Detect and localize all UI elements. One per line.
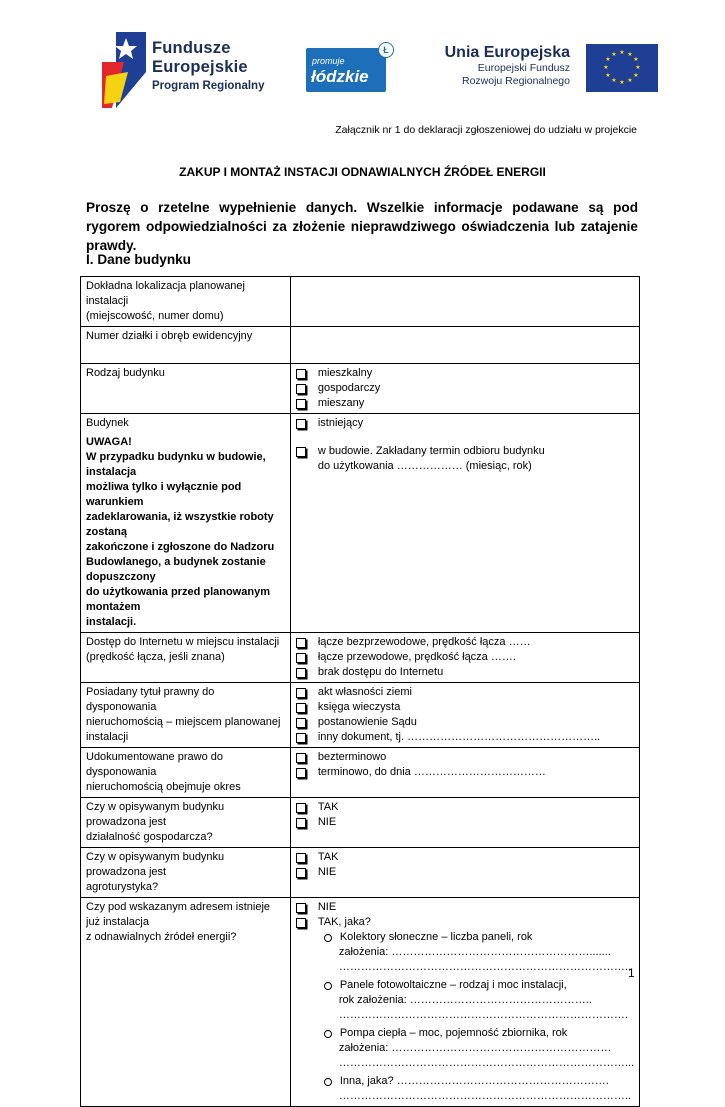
- answer-building-status: [290, 414, 639, 633]
- warning-title: UWAGA!: [86, 436, 132, 448]
- option-label: brak dostępu do Internetu: [317, 666, 444, 678]
- ue-sub1: Europejski Fundusz: [477, 62, 570, 74]
- sub-option-solar-collectors[interactable]: [296, 930, 634, 945]
- sub-option-label: Panele fotowoltaiczne – rodzaj i moc instalacji,: [339, 979, 567, 991]
- option-istniejacy[interactable]: [296, 416, 634, 431]
- option-wired[interactable]: [296, 650, 634, 665]
- fe-text: [152, 40, 264, 93]
- warning-line: możliwa tylko i wyłącznie pod warunkiem: [86, 481, 242, 508]
- unia-europejska-text: [442, 44, 570, 88]
- checkbox-icon[interactable]: [296, 638, 306, 648]
- question-text: Czy w opisywanym budynku prowadzona jest: [86, 851, 225, 878]
- svg-text:★: ★: [619, 49, 625, 56]
- option-label: NIE: [317, 901, 337, 913]
- question-text: Posiadany tytuł prawny do dysponowania: [86, 686, 215, 713]
- question-text: Czy w opisywanym budynku prowadzona jest: [86, 801, 225, 828]
- option-label: terminowo, do dnia ………………………………: [317, 766, 546, 778]
- fundusze-europejskie-logo: [102, 32, 282, 108]
- svg-text:★: ★: [627, 51, 633, 58]
- question-location: [81, 277, 291, 327]
- question-text: Dostęp do Internetu w miejscu instalacji: [86, 636, 280, 648]
- checkbox-icon[interactable]: [296, 688, 306, 698]
- option-label: akt własności ziemi: [317, 686, 412, 698]
- row-business: [81, 798, 640, 848]
- row-location: [81, 277, 640, 327]
- question-text: Numer działki i obręb ewidencyjny: [86, 330, 253, 342]
- question-agrotourism: [81, 848, 291, 898]
- option-label: łącze przewodowe, prędkość łącza …….: [317, 651, 516, 663]
- instruction-text: Proszę o rzetelne wypełnienie danych. Wszelkie informacje podawane są pod rygorem odpowiedzialności za złożenie nieprawdziwego oświadczenia lub zatajenie prawdy.: [86, 200, 638, 253]
- row-building-status: [81, 414, 640, 633]
- svg-text:★: ★: [627, 77, 633, 84]
- option-mieszkalny[interactable]: [296, 366, 634, 381]
- question-existing-installation: [81, 898, 291, 1107]
- row-existing-installation: [81, 898, 640, 1107]
- checkbox-icon[interactable]: [296, 703, 306, 713]
- option-akt-wlasnosci[interactable]: [296, 685, 634, 700]
- option-postanowienie-sadu[interactable]: [296, 715, 634, 730]
- warning-line: zakończone i zgłoszone do Nadzoru: [86, 541, 275, 553]
- page-number: 1: [628, 966, 635, 980]
- svg-text:★: ★: [605, 56, 611, 63]
- option-label: gospodarczy: [317, 382, 381, 394]
- circle-bullet-icon[interactable]: [324, 1078, 332, 1086]
- answer-building-type: [290, 364, 639, 414]
- eu-flag-icon: [586, 44, 658, 92]
- option-label: łącze bezprzewodowe, prędkość łącza ……: [317, 636, 531, 648]
- option-label: NIE: [317, 866, 337, 878]
- svg-text:★: ★: [611, 77, 617, 84]
- option-label: [318, 444, 545, 474]
- option-no-internet[interactable]: [296, 665, 634, 680]
- fe-flag-icon: [102, 32, 146, 108]
- row-building-type: [81, 364, 640, 414]
- answer-legal-title: [290, 683, 639, 748]
- question-business: [81, 798, 291, 848]
- answer-business: [290, 798, 639, 848]
- checkbox-icon[interactable]: [296, 733, 306, 743]
- checkbox-icon[interactable]: [296, 668, 306, 678]
- circle-bullet-icon[interactable]: [324, 982, 332, 990]
- sub-option-other[interactable]: [296, 1074, 634, 1089]
- option-gospodarczy[interactable]: [296, 381, 634, 396]
- lodz-box: [306, 48, 386, 92]
- sub-option-line: ……………………………………………………………………..: [338, 1090, 631, 1102]
- checkbox-icon[interactable]: [296, 718, 306, 728]
- checkbox-icon[interactable]: [296, 768, 306, 778]
- checkbox-icon[interactable]: [296, 419, 306, 429]
- question-text: Udokumentowane prawo do dysponowania: [86, 751, 223, 778]
- checkbox-icon[interactable]: [296, 853, 306, 863]
- checkbox-icon[interactable]: [296, 803, 306, 813]
- answer-agrotourism: [290, 848, 639, 898]
- question-text: Rodzaj budynku: [86, 367, 165, 379]
- section-heading: I. Dane budynku: [86, 252, 191, 267]
- checkbox-icon[interactable]: [296, 903, 306, 913]
- option-label: istniejący: [317, 417, 364, 429]
- question-period: [81, 748, 291, 798]
- row-legal-title: [81, 683, 640, 748]
- svg-text:★: ★: [635, 64, 641, 71]
- svg-text:★: ★: [633, 56, 639, 63]
- question-text: (miejscowość, numer domu): [86, 310, 224, 322]
- sub-option-heat-pump[interactable]: [296, 1026, 634, 1041]
- checkbox-icon[interactable]: [296, 384, 306, 394]
- sub-option-line: rok założenia: …………………………………………..: [338, 994, 592, 1006]
- question-plot: [81, 327, 291, 364]
- answer-internet: [290, 633, 639, 683]
- checkbox-icon[interactable]: [296, 399, 306, 409]
- sub-option-label: Pompa ciepła – moc, pojemność zbiornika, rok: [339, 1027, 568, 1039]
- question-text: (prędkość łącza, jeśli znana): [86, 651, 225, 663]
- question-legal-title: [81, 683, 291, 748]
- option-label: mieszkalny: [317, 367, 373, 379]
- sub-option-label: Kolektory słoneczne – liczba paneli, rok: [339, 931, 533, 943]
- fe-line2: Europejskie: [152, 57, 248, 76]
- sub-option-line: ……………………………………………………………………...: [338, 1057, 634, 1069]
- question-text: Czy pod wskazanym adresem istnieje już instalacja: [86, 901, 271, 928]
- option-mieszany[interactable]: [296, 396, 634, 411]
- question-building-type: [81, 364, 291, 414]
- checkbox-icon[interactable]: [296, 653, 306, 663]
- checkbox-icon[interactable]: [296, 818, 306, 828]
- svg-text:★: ★: [605, 72, 611, 79]
- promuje-lodzkie-logo: [306, 42, 396, 94]
- option-agro-tak[interactable]: [296, 850, 634, 865]
- svg-text:★: ★: [611, 51, 617, 58]
- circle-bullet-icon[interactable]: [324, 934, 332, 942]
- fe-line3: Program Regionalny: [152, 80, 265, 92]
- option-inny-dokument[interactable]: [296, 730, 634, 745]
- row-agrotourism: [81, 848, 640, 898]
- question-building-status: [81, 414, 291, 633]
- sub-option-line: założenia: ……………………………………………………: [338, 1042, 612, 1054]
- lodz-small: promuje: [312, 56, 345, 66]
- option-label: NIE: [317, 816, 337, 828]
- option-label: TAK, jaka?: [317, 916, 371, 928]
- question-text: agroturystyka?: [86, 881, 159, 893]
- option-label: postanowienie Sądu: [317, 716, 417, 728]
- checkbox-icon[interactable]: [296, 447, 306, 457]
- row-internet: [81, 633, 640, 683]
- option-label-line: do użytkowania ……………… (miesiąc, rok): [317, 460, 532, 472]
- option-w-budowie[interactable]: [296, 444, 634, 474]
- row-plot: [81, 327, 640, 364]
- question-text: z odnawialnych źródeł energii?: [86, 931, 237, 943]
- option-label-line: w budowie. Zakładany termin odbioru budynku: [317, 445, 545, 457]
- warning-line: Budowlanego, a budynek zostanie dopuszczony: [86, 556, 266, 583]
- warning-line: W przypadku budynku w budowie, instalacja: [86, 451, 266, 478]
- question-text: Budynek: [86, 417, 129, 429]
- logo-bar: [98, 22, 674, 114]
- attachment-note: Załącznik nr 1 do deklaracji zgłoszeniowej do udziału w projekcie: [335, 124, 637, 136]
- answer-existing-installation: [290, 898, 639, 1107]
- option-wireless[interactable]: [296, 635, 634, 650]
- document-title: ZAKUP I MONTAŻ INSTACJI ODNAWIALNYCH ŹRÓDEŁ ENERGII: [179, 165, 546, 179]
- option-business-tak[interactable]: [296, 800, 634, 815]
- circle-bullet-icon[interactable]: [324, 1030, 332, 1038]
- ue-sub2: Rozwoju Regionalnego: [462, 75, 570, 87]
- question-text: nieruchomością obejmuje okres: [86, 781, 241, 793]
- building-data-table: [80, 276, 640, 1107]
- option-terminowo[interactable]: [296, 765, 634, 780]
- answer-plot-field[interactable]: [290, 327, 639, 364]
- svg-text:★: ★: [633, 72, 639, 79]
- answer-period: [290, 748, 639, 798]
- option-label: bezterminowo: [317, 751, 387, 763]
- svg-text:★: ★: [619, 79, 625, 86]
- answer-location-field[interactable]: [290, 277, 639, 327]
- option-label: księga wieczysta: [317, 701, 401, 713]
- question-text: Dokładna lokalizacja planowanej instalacji: [86, 280, 245, 307]
- sub-option-line: założenia: ……………………………………………….......: [338, 946, 611, 958]
- checkbox-icon[interactable]: [296, 868, 306, 878]
- option-existing-tak[interactable]: [296, 915, 634, 930]
- checkbox-icon[interactable]: [296, 918, 306, 928]
- option-existing-nie[interactable]: [296, 900, 634, 915]
- question-internet: [81, 633, 291, 683]
- sub-option-line: …………………………………………………………………….: [338, 1009, 628, 1021]
- ue-title: Unia Europejska: [444, 44, 570, 61]
- warning-line: instalacji.: [86, 616, 137, 628]
- option-bezterminowo[interactable]: [296, 750, 634, 765]
- checkbox-icon[interactable]: [296, 369, 306, 379]
- warning-line: do użytkowania przed planowanym montażem: [86, 586, 270, 613]
- option-agro-nie[interactable]: [296, 865, 634, 880]
- warning-line: zadeklarowania, iż wszystkie roboty zostaną: [86, 511, 274, 538]
- option-label: inny dokument, tj. ……………………………………………..: [317, 731, 601, 743]
- lodz-badge-icon: Ł: [378, 42, 394, 58]
- fe-line1: Fundusze: [152, 39, 231, 57]
- row-period: [81, 748, 640, 798]
- question-text: nieruchomością – miejscem planowanej instalacji: [86, 716, 281, 743]
- sub-option-label: Inna, jaka? ………………………………………………….: [339, 1075, 609, 1087]
- lodz-big: łódzkie: [311, 67, 369, 86]
- option-label: TAK: [317, 851, 339, 863]
- svg-text:★: ★: [603, 64, 609, 71]
- option-label: TAK: [317, 801, 339, 813]
- checkbox-icon[interactable]: [296, 753, 306, 763]
- option-ksiega-wieczysta[interactable]: [296, 700, 634, 715]
- sub-option-line: ……………………………………………………………………..: [338, 961, 631, 973]
- option-business-nie[interactable]: [296, 815, 634, 830]
- option-label: mieszany: [317, 397, 365, 409]
- question-text: działalność gospodarcza?: [86, 831, 213, 843]
- sub-option-photovoltaic[interactable]: [296, 978, 634, 993]
